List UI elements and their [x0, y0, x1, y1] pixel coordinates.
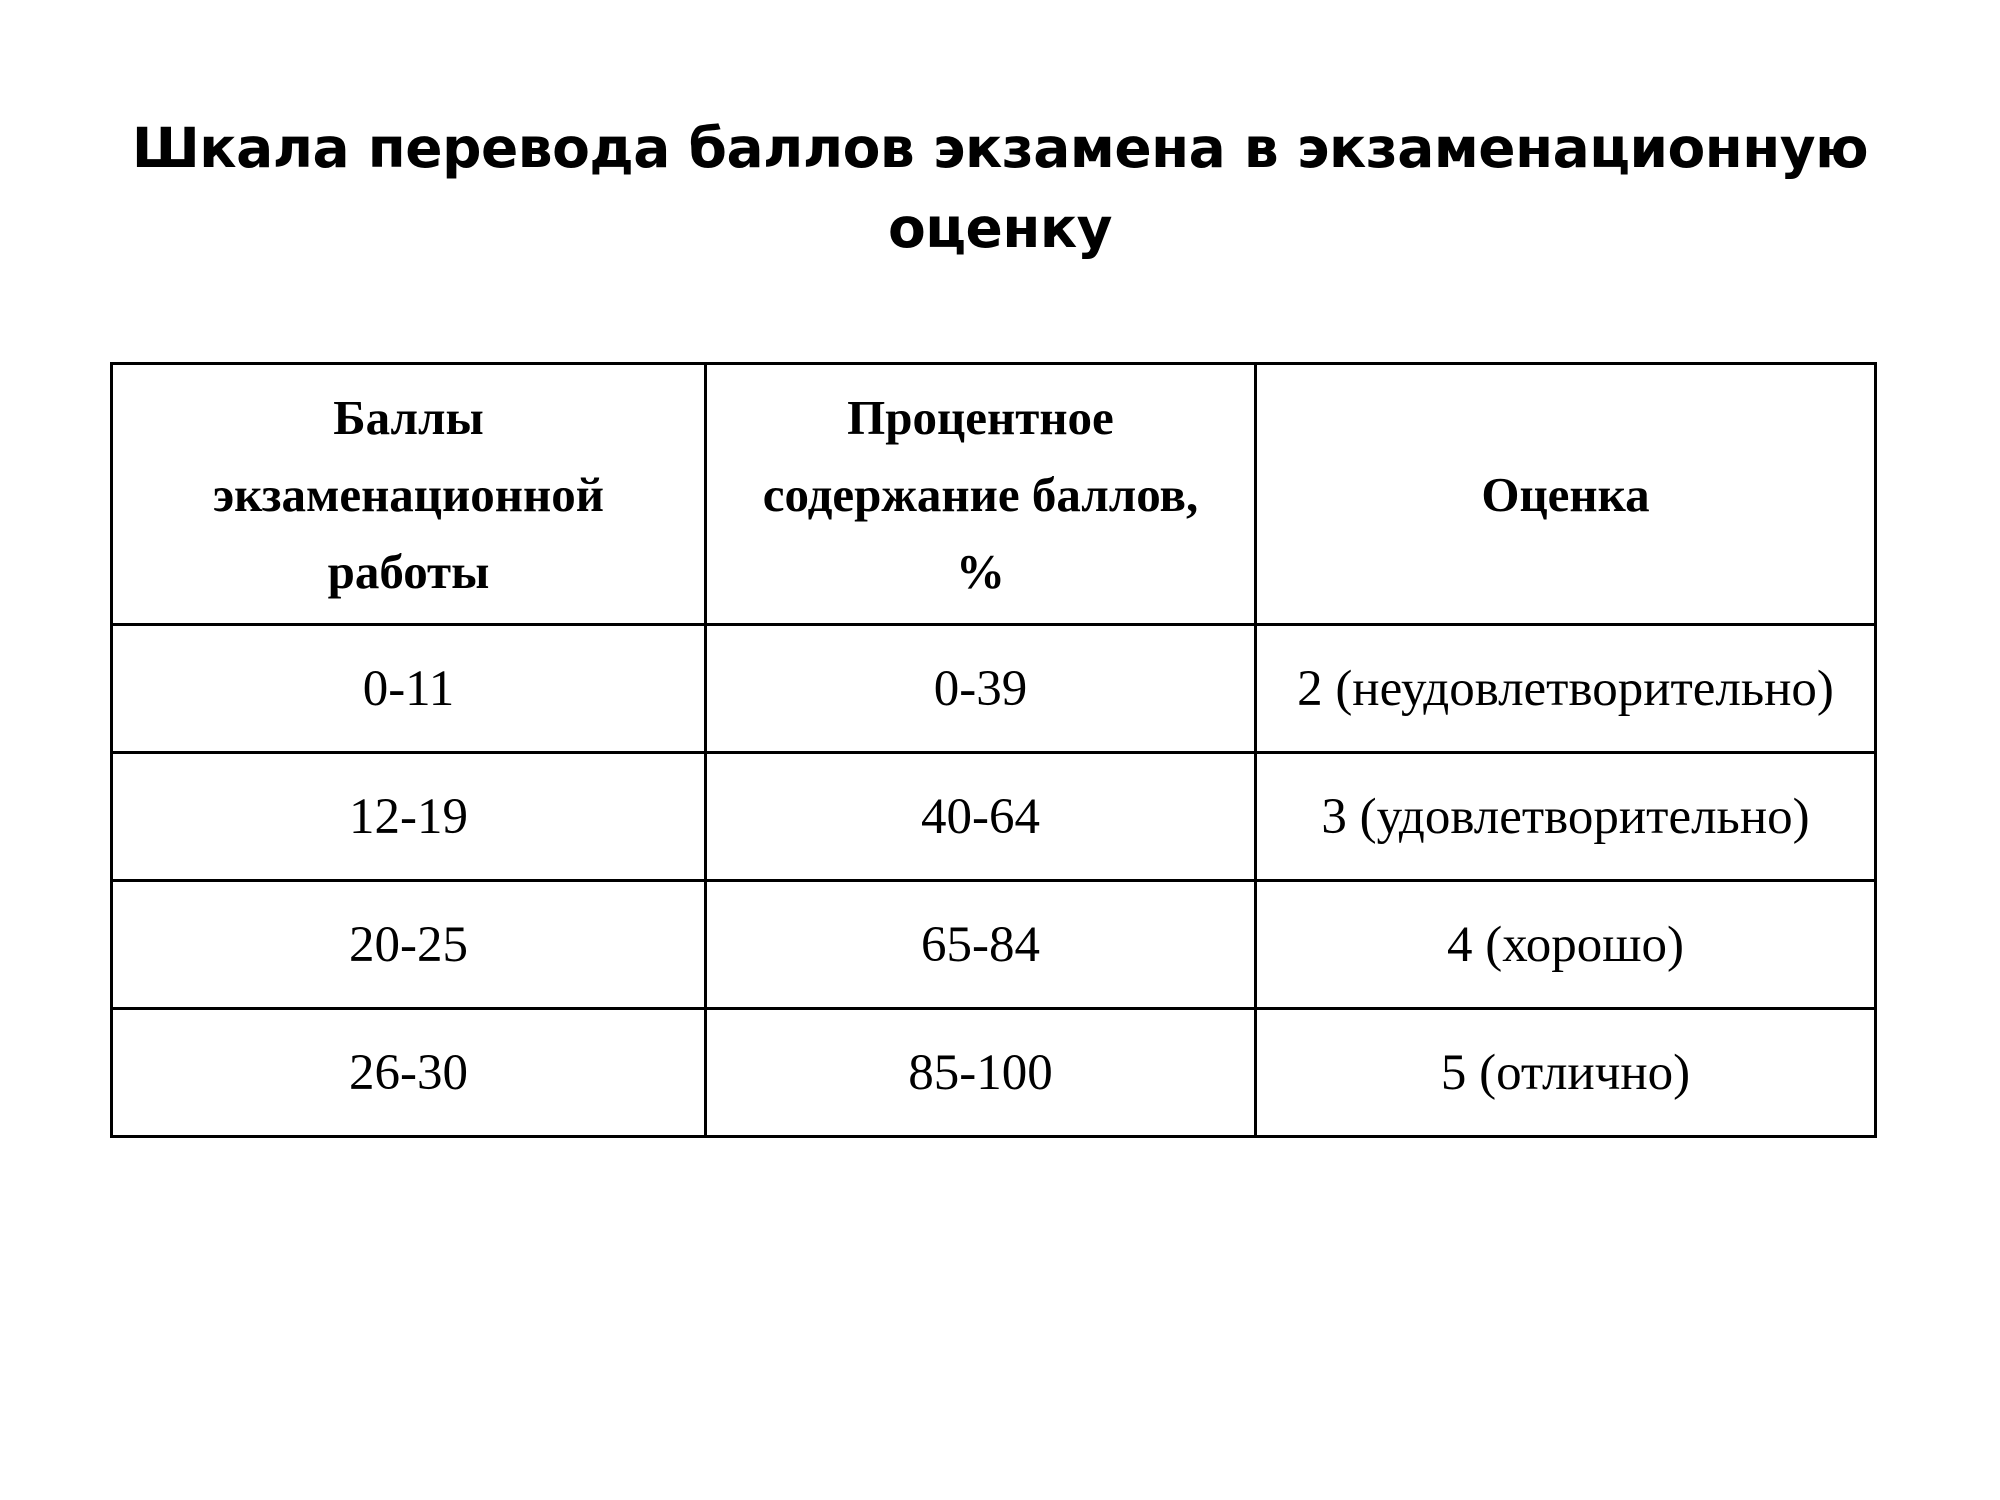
table-row [112, 753, 1876, 881]
cell-grade: 3 (удовлетворительно) [1256, 753, 1876, 881]
table-row [112, 881, 1876, 1009]
header-exam-points-line: работы [327, 543, 490, 599]
cell-points: 0-11 [112, 625, 706, 753]
cell-points: 26-30 [112, 1009, 706, 1137]
cell-percent: 40-64 [706, 753, 1256, 881]
header-percent-line: содержание баллов, [762, 466, 1199, 522]
page-title-line-2: оценку [887, 196, 1113, 260]
header-exam-points [112, 364, 706, 625]
header-grade-line: Оценка [1481, 466, 1650, 522]
table-row [112, 625, 1876, 753]
grade-scale-table [110, 362, 1877, 1138]
cell-points: 12-19 [112, 753, 706, 881]
table-row [112, 1009, 1876, 1137]
header-percent-line: Процентное [847, 389, 1114, 445]
cell-points: 20-25 [112, 881, 706, 1009]
cell-percent: 65-84 [706, 881, 1256, 1009]
header-grade [1256, 364, 1876, 625]
header-percent-line: % [956, 543, 1005, 599]
header-percent [706, 364, 1256, 625]
cell-percent: 85-100 [706, 1009, 1256, 1137]
page-title-line-1: Шкала перевода баллов экзамена в экзаменационную [131, 116, 1869, 180]
cell-grade: 5 (отлично) [1256, 1009, 1876, 1137]
cell-grade: 2 (неудовлетворительно) [1256, 625, 1876, 753]
table-header-row [112, 364, 1876, 625]
cell-percent: 0-39 [706, 625, 1256, 753]
page-title [100, 108, 1900, 268]
header-exam-points-line: экзаменационной [213, 466, 604, 522]
header-exam-points-line: Баллы [333, 389, 484, 445]
cell-grade: 4 (хорошо) [1256, 881, 1876, 1009]
